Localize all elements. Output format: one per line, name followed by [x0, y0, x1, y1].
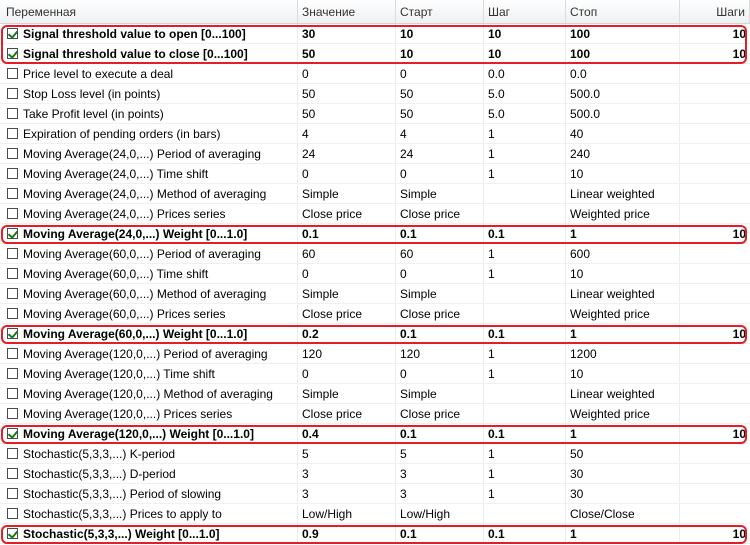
value-cell[interactable]: 24 — [298, 144, 396, 163]
variable-name-cell[interactable] — [0, 204, 298, 223]
step-cell[interactable]: 1 — [484, 144, 566, 163]
step-cell[interactable] — [484, 504, 566, 523]
step-cell[interactable]: 1 — [484, 124, 566, 143]
start-cell[interactable]: Close price — [396, 404, 484, 423]
stop-cell[interactable]: 50 — [566, 444, 680, 463]
variable-name-cell[interactable] — [0, 224, 298, 243]
stop-cell[interactable]: 10 — [566, 264, 680, 283]
checkbox-empty-icon[interactable] — [7, 288, 18, 299]
stop-cell[interactable]: 500.0 — [566, 84, 680, 103]
variable-name-cell[interactable] — [0, 344, 298, 363]
steps-cell[interactable]: 10 — [732, 227, 746, 241]
table-row[interactable] — [0, 44, 750, 64]
steps-cell[interactable]: 10 — [732, 47, 746, 61]
start-cell[interactable]: 3 — [396, 464, 484, 483]
steps-cell[interactable] — [680, 124, 750, 143]
step-cell[interactable]: 1 — [484, 464, 566, 483]
stop-cell[interactable]: Close/Close — [566, 504, 680, 523]
value-cell[interactable]: 0.1 — [298, 224, 396, 243]
stop-cell[interactable]: Linear weighted — [566, 284, 680, 303]
table-row[interactable] — [0, 84, 750, 104]
steps-cell[interactable] — [680, 164, 750, 183]
start-cell[interactable]: 0.1 — [396, 324, 484, 343]
checkbox-empty-icon[interactable] — [7, 368, 18, 379]
steps-cell[interactable] — [680, 84, 750, 103]
checkbox-empty-icon[interactable] — [7, 168, 18, 179]
step-cell[interactable]: 10 — [484, 44, 566, 63]
variable-name-label: Moving Average(24,0,...) Weight [0...1.0] — [23, 227, 248, 241]
variable-name-cell[interactable] — [0, 304, 298, 323]
checkbox-checked-icon[interactable] — [7, 428, 18, 439]
variable-name-label: Stochastic(5,3,3,...) Period of slowing — [23, 487, 222, 501]
variable-name-cell[interactable] — [0, 184, 298, 203]
start-cell[interactable]: 60 — [396, 244, 484, 263]
variable-name-cell[interactable] — [0, 124, 298, 143]
steps-cell[interactable] — [680, 344, 750, 363]
steps-cell[interactable] — [680, 264, 750, 283]
variable-name-cell[interactable] — [0, 504, 298, 523]
checkbox-empty-icon[interactable] — [7, 488, 18, 499]
stop-cell[interactable]: 10 — [566, 364, 680, 383]
variable-name-label: Moving Average(120,0,...) Period of averaging — [23, 347, 268, 361]
steps-cell[interactable] — [680, 244, 750, 263]
checkbox-empty-icon[interactable] — [7, 188, 18, 199]
stop-cell[interactable]: 10 — [566, 164, 680, 183]
value-cell[interactable]: 50 — [298, 44, 396, 63]
variable-name-label: Moving Average(60,0,...) Weight [0...1.0] — [23, 327, 248, 341]
steps-cell[interactable] — [680, 404, 750, 423]
table-row[interactable] — [0, 484, 750, 504]
value-cell[interactable]: 0 — [298, 164, 396, 183]
start-cell[interactable]: Low/High — [396, 504, 484, 523]
value-cell[interactable]: 30 — [298, 24, 396, 43]
steps-cell[interactable] — [680, 484, 750, 503]
step-cell[interactable]: 5.0 — [484, 104, 566, 123]
step-cell[interactable] — [484, 184, 566, 203]
variable-name-cell[interactable] — [0, 324, 298, 343]
table-row[interactable] — [0, 404, 750, 424]
variable-name-label: Moving Average(60,0,...) Prices series — [23, 307, 226, 321]
checkbox-empty-icon[interactable] — [7, 468, 18, 479]
steps-cell[interactable]: 10 — [732, 527, 746, 541]
variable-name-label: Stochastic(5,3,3,...) Weight [0...1.0] — [23, 527, 220, 541]
column-header-stop[interactable]: Стоп — [566, 0, 680, 23]
value-cell[interactable]: 5 — [298, 444, 396, 463]
checkbox-empty-icon[interactable] — [7, 348, 18, 359]
steps-cell[interactable] — [680, 144, 750, 163]
table-row[interactable] — [0, 344, 750, 364]
step-cell[interactable] — [484, 384, 566, 403]
value-cell[interactable]: Simple — [298, 284, 396, 303]
checkbox-empty-icon[interactable] — [7, 508, 18, 519]
value-cell[interactable]: 50 — [298, 84, 396, 103]
table-row[interactable] — [0, 24, 750, 44]
value-cell[interactable]: 0 — [298, 364, 396, 383]
stop-cell[interactable]: 100 — [566, 44, 680, 63]
checkbox-checked-icon[interactable] — [7, 28, 18, 39]
start-cell[interactable]: 50 — [396, 84, 484, 103]
variable-name-cell[interactable] — [0, 464, 298, 483]
steps-cell[interactable] — [680, 504, 750, 523]
variable-name-cell[interactable] — [0, 104, 298, 123]
stop-cell[interactable]: 100 — [566, 24, 680, 43]
stop-cell[interactable]: 240 — [566, 144, 680, 163]
checkbox-checked-icon[interactable] — [7, 328, 18, 339]
table-row[interactable] — [0, 364, 750, 384]
stop-cell[interactable]: 1 — [566, 424, 680, 443]
start-cell[interactable]: 10 — [396, 24, 484, 43]
steps-cell[interactable] — [680, 364, 750, 383]
variable-name-cell[interactable] — [0, 164, 298, 183]
step-cell[interactable]: 0.1 — [484, 424, 566, 443]
table-row[interactable] — [0, 524, 750, 544]
start-cell[interactable]: 0 — [396, 364, 484, 383]
table-row[interactable] — [0, 244, 750, 264]
stop-cell[interactable]: 1 — [566, 524, 680, 543]
step-cell[interactable]: 10 — [484, 24, 566, 43]
stop-cell[interactable]: 1 — [566, 324, 680, 343]
steps-cell[interactable] — [680, 464, 750, 483]
stop-cell[interactable]: 30 — [566, 484, 680, 503]
value-cell[interactable]: Close price — [298, 304, 396, 323]
value-cell[interactable]: Simple — [298, 384, 396, 403]
variable-name-label: Stop Loss level (in points) — [23, 87, 161, 101]
value-cell[interactable]: 120 — [298, 344, 396, 363]
column-header-variable[interactable]: Переменная — [0, 0, 298, 23]
steps-cell[interactable] — [680, 64, 750, 83]
start-cell[interactable]: 0 — [396, 264, 484, 283]
column-header-start[interactable]: Старт — [396, 0, 484, 23]
table-row[interactable] — [0, 284, 750, 304]
value-cell[interactable]: 0.9 — [298, 524, 396, 543]
start-cell[interactable]: 3 — [396, 484, 484, 503]
stop-cell[interactable]: 30 — [566, 464, 680, 483]
start-cell[interactable]: Close price — [396, 204, 484, 223]
value-cell[interactable]: Close price — [298, 204, 396, 223]
variable-name-cell[interactable] — [0, 484, 298, 503]
step-cell[interactable]: 0.1 — [484, 324, 566, 343]
checkbox-empty-icon[interactable] — [7, 88, 18, 99]
variable-name-cell[interactable] — [0, 244, 298, 263]
checkbox-checked-icon[interactable] — [7, 48, 18, 59]
variable-name-cell[interactable] — [0, 524, 298, 543]
stop-cell[interactable]: 40 — [566, 124, 680, 143]
start-cell[interactable]: 10 — [396, 44, 484, 63]
table-row[interactable] — [0, 464, 750, 484]
steps-cell[interactable] — [680, 104, 750, 123]
value-cell[interactable]: 3 — [298, 484, 396, 503]
variable-name-cell[interactable] — [0, 44, 298, 63]
variable-name-cell[interactable] — [0, 444, 298, 463]
step-cell[interactable]: 1 — [484, 484, 566, 503]
value-cell[interactable]: 0.2 — [298, 324, 396, 343]
step-cell[interactable] — [484, 304, 566, 323]
checkbox-checked-icon[interactable] — [7, 228, 18, 239]
steps-cell[interactable]: 10 — [732, 27, 746, 41]
variable-name-cell[interactable] — [0, 384, 298, 403]
checkbox-empty-icon[interactable] — [7, 208, 18, 219]
step-cell[interactable]: 1 — [484, 364, 566, 383]
start-cell[interactable]: 0.1 — [396, 524, 484, 543]
checkbox-empty-icon[interactable] — [7, 308, 18, 319]
step-cell[interactable] — [484, 284, 566, 303]
value-cell[interactable]: 0 — [298, 264, 396, 283]
table-row[interactable] — [0, 304, 750, 324]
variable-name-label: Stochastic(5,3,3,...) K-period — [23, 447, 176, 461]
stop-cell[interactable]: 1 — [566, 224, 680, 243]
table-row[interactable] — [0, 164, 750, 184]
variable-name-label: Signal threshold value to open [0...100] — [23, 27, 246, 41]
checkbox-empty-icon[interactable] — [7, 448, 18, 459]
table-row[interactable] — [0, 124, 750, 144]
checkbox-empty-icon[interactable] — [7, 68, 18, 79]
steps-cell[interactable] — [680, 444, 750, 463]
step-cell[interactable]: 1 — [484, 344, 566, 363]
value-cell[interactable]: 3 — [298, 464, 396, 483]
variable-name-label: Stochastic(5,3,3,...) D-period — [23, 467, 176, 481]
variable-name-label: Moving Average(60,0,...) Method of averaging — [23, 287, 267, 301]
start-cell[interactable]: 4 — [396, 124, 484, 143]
stop-cell[interactable]: 600 — [566, 244, 680, 263]
variable-name-cell[interactable] — [0, 424, 298, 443]
checkbox-empty-icon[interactable] — [7, 108, 18, 119]
step-cell[interactable]: 1 — [484, 244, 566, 263]
checkbox-empty-icon[interactable] — [7, 408, 18, 419]
steps-cell[interactable]: 10 — [732, 327, 746, 341]
steps-cell[interactable] — [680, 184, 750, 203]
value-cell[interactable]: 0 — [298, 64, 396, 83]
stop-cell[interactable]: Linear weighted — [566, 384, 680, 403]
value-cell[interactable]: Low/High — [298, 504, 396, 523]
variable-name-cell[interactable] — [0, 24, 298, 43]
checkbox-empty-icon[interactable] — [7, 148, 18, 159]
start-cell[interactable]: Simple — [396, 384, 484, 403]
table-row[interactable] — [0, 264, 750, 284]
start-cell[interactable]: Simple — [396, 184, 484, 203]
start-cell[interactable]: 5 — [396, 444, 484, 463]
variable-name-label: Moving Average(60,0,...) Period of averaging — [23, 247, 261, 261]
variable-name-cell[interactable] — [0, 64, 298, 83]
step-cell[interactable]: 0.1 — [484, 224, 566, 243]
table-row[interactable] — [0, 324, 750, 344]
table-row[interactable] — [0, 504, 750, 524]
table-row[interactable] — [0, 424, 750, 444]
table-row[interactable] — [0, 444, 750, 464]
step-cell[interactable]: 1 — [484, 164, 566, 183]
steps-cell[interactable] — [680, 284, 750, 303]
start-cell[interactable]: 0.1 — [396, 224, 484, 243]
table-body — [0, 24, 750, 544]
table-row[interactable] — [0, 204, 750, 224]
variable-name-cell[interactable] — [0, 264, 298, 283]
stop-cell[interactable]: 500.0 — [566, 104, 680, 123]
table-row[interactable] — [0, 144, 750, 164]
table-header — [0, 0, 750, 24]
variable-name-cell[interactable] — [0, 364, 298, 383]
variable-name-label: Expiration of pending orders (in bars) — [23, 127, 221, 141]
step-cell[interactable] — [484, 404, 566, 423]
column-header-value[interactable]: Значение — [298, 0, 396, 23]
variable-name-label: Signal threshold value to close [0...100] — [23, 47, 248, 61]
stop-cell[interactable]: Linear weighted — [566, 184, 680, 203]
checkbox-empty-icon[interactable] — [7, 128, 18, 139]
step-cell[interactable]: 0.0 — [484, 64, 566, 83]
variable-name-label: Moving Average(24,0,...) Method of averaging — [23, 187, 267, 201]
variable-name-label: Moving Average(120,0,...) Prices series — [23, 407, 233, 421]
value-cell[interactable]: Close price — [298, 404, 396, 423]
variable-name-label: Take Profit level (in points) — [23, 107, 164, 121]
step-cell[interactable]: 1 — [484, 444, 566, 463]
steps-cell[interactable] — [680, 384, 750, 403]
start-cell[interactable]: Close price — [396, 304, 484, 323]
column-header-step[interactable]: Шаг — [484, 0, 566, 23]
variable-name-label: Moving Average(24,0,...) Prices series — [23, 207, 226, 221]
variable-name-cell[interactable] — [0, 404, 298, 423]
start-cell[interactable]: 24 — [396, 144, 484, 163]
table-row[interactable] — [0, 224, 750, 244]
steps-cell[interactable]: 10 — [732, 427, 746, 441]
value-cell[interactable]: Simple — [298, 184, 396, 203]
value-cell[interactable]: 4 — [298, 124, 396, 143]
variable-name-label: Moving Average(60,0,...) Time shift — [23, 267, 209, 281]
start-cell[interactable]: 120 — [396, 344, 484, 363]
variable-name-label: Stochastic(5,3,3,...) Prices to apply to — [23, 507, 222, 521]
variable-name-label: Price level to execute a deal — [23, 67, 174, 81]
value-cell[interactable]: 50 — [298, 104, 396, 123]
steps-cell[interactable] — [680, 204, 750, 223]
variable-name-label: Moving Average(120,0,...) Weight [0...1.0] — [23, 427, 254, 441]
step-cell[interactable] — [484, 204, 566, 223]
variable-name-cell[interactable] — [0, 144, 298, 163]
stop-cell[interactable]: Weighted price — [566, 304, 680, 323]
checkbox-checked-icon[interactable] — [7, 528, 18, 539]
table-row[interactable] — [0, 104, 750, 124]
variable-name-label: Moving Average(24,0,...) Period of averaging — [23, 147, 261, 161]
start-cell[interactable]: 0 — [396, 64, 484, 83]
checkbox-empty-icon[interactable] — [7, 268, 18, 279]
stop-cell[interactable]: Weighted price — [566, 404, 680, 423]
column-header-steps[interactable]: Шаги — [680, 0, 750, 23]
variable-name-label: Moving Average(24,0,...) Time shift — [23, 167, 209, 181]
start-cell[interactable]: 0 — [396, 164, 484, 183]
stop-cell[interactable]: Weighted price — [566, 204, 680, 223]
start-cell[interactable]: 50 — [396, 104, 484, 123]
checkbox-empty-icon[interactable] — [7, 388, 18, 399]
value-cell[interactable]: 0.4 — [298, 424, 396, 443]
start-cell[interactable]: 0.1 — [396, 424, 484, 443]
table-row[interactable] — [0, 384, 750, 404]
table-row[interactable] — [0, 64, 750, 84]
start-cell[interactable]: Simple — [396, 284, 484, 303]
variable-name-label: Moving Average(120,0,...) Method of averaging — [23, 387, 273, 401]
step-cell[interactable]: 5.0 — [484, 84, 566, 103]
variable-name-cell[interactable] — [0, 84, 298, 103]
variable-name-label: Moving Average(120,0,...) Time shift — [23, 367, 215, 381]
checkbox-empty-icon[interactable] — [7, 248, 18, 259]
step-cell[interactable]: 0.1 — [484, 524, 566, 543]
stop-cell[interactable]: 0.0 — [566, 64, 680, 83]
stop-cell[interactable]: 1200 — [566, 344, 680, 363]
table-row[interactable] — [0, 184, 750, 204]
variable-name-cell[interactable] — [0, 284, 298, 303]
value-cell[interactable]: 60 — [298, 244, 396, 263]
step-cell[interactable]: 1 — [484, 264, 566, 283]
steps-cell[interactable] — [680, 304, 750, 323]
